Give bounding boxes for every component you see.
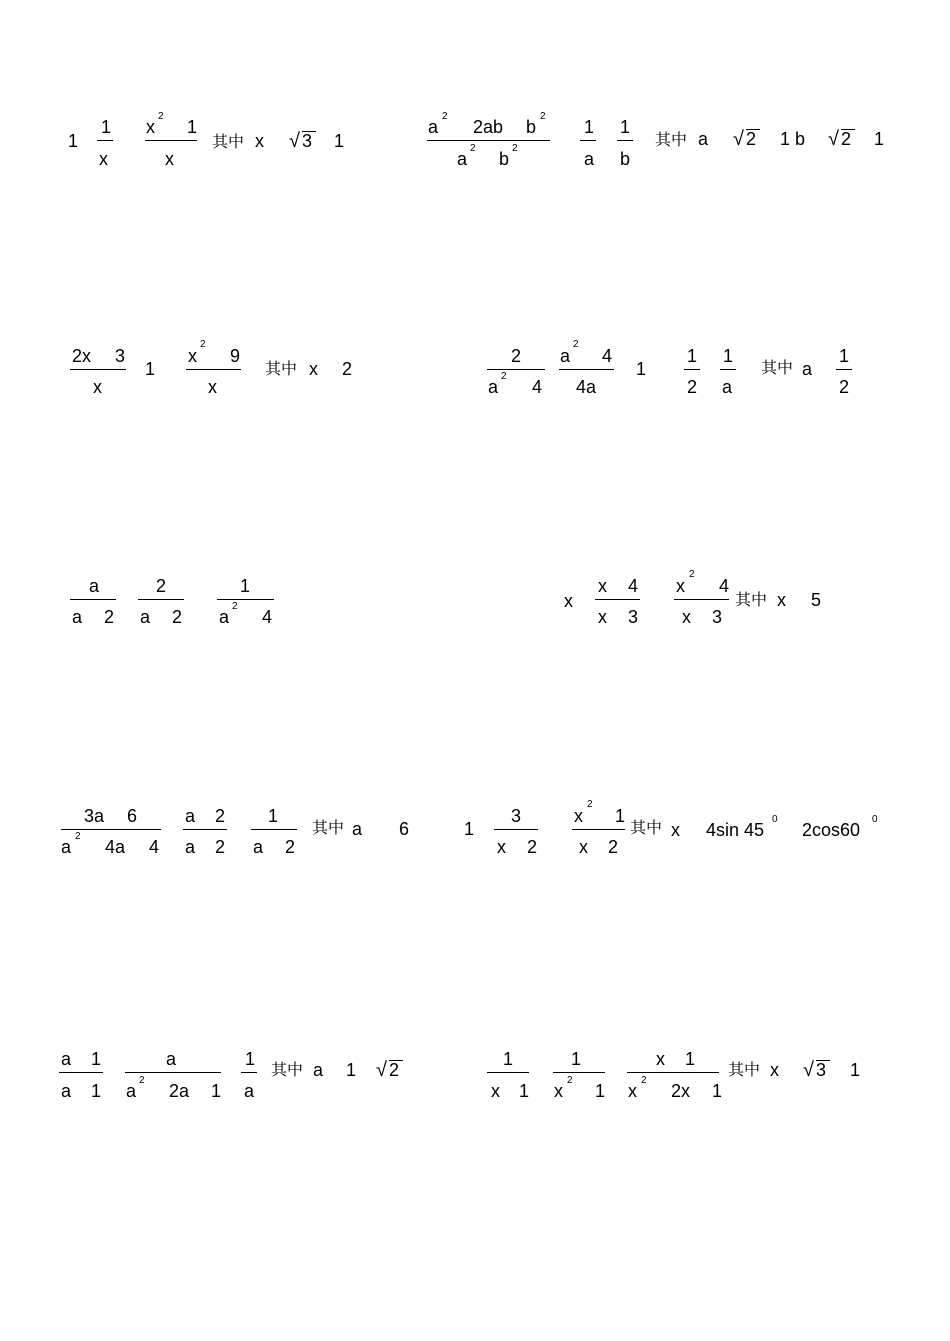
numerator-var: b <box>526 117 537 137</box>
numerator: 2 <box>511 346 522 366</box>
fraction-bar <box>836 369 852 370</box>
problem-4 <box>480 328 900 408</box>
fraction-bar <box>183 829 227 830</box>
fraction-bar <box>674 599 729 600</box>
variable: x <box>777 590 786 610</box>
variable: x <box>564 591 573 611</box>
where-label: 其中 <box>728 1060 761 1079</box>
where-label: 其中 <box>630 818 663 837</box>
numerator-var: x <box>676 576 685 596</box>
denominator: 4a <box>576 377 597 397</box>
numerator-const: 6 <box>127 806 138 826</box>
denominator-var: a <box>61 837 72 857</box>
radicand: 2 <box>389 1060 400 1080</box>
exponent: 2 <box>501 371 507 382</box>
numerator: 1 <box>240 576 251 596</box>
denominator-var: a <box>457 149 468 169</box>
denominator-const: 4 <box>262 607 273 627</box>
fraction-bar <box>125 1072 221 1073</box>
denominator: x <box>165 149 174 169</box>
denominator-var: a <box>253 837 264 857</box>
problem-6 <box>540 560 900 640</box>
exponent: 2 <box>200 339 206 350</box>
numerator: a <box>166 1049 177 1069</box>
exponent: 2 <box>573 339 579 350</box>
numerator-const: 1 <box>91 1049 102 1069</box>
degree-mark: 0 <box>872 814 878 825</box>
numerator: 1 <box>687 346 698 366</box>
where-label: 其中 <box>265 359 298 378</box>
fraction-bar <box>59 1072 103 1073</box>
denominator-const: 1 <box>91 1081 102 1101</box>
numerator-const: 3 <box>115 346 126 366</box>
denominator-const: 1 <box>211 1081 222 1101</box>
numerator-term: 3a <box>84 806 105 826</box>
denominator-const: 1 <box>712 1081 723 1101</box>
fraction-bar <box>617 140 633 141</box>
where-label: 其中 <box>212 132 245 151</box>
token: 1 <box>874 129 885 149</box>
token: 1 <box>780 129 791 149</box>
fraction-bar <box>241 1072 257 1073</box>
trig-term: 2cos60 <box>802 820 861 840</box>
denominator-var: a <box>185 837 196 857</box>
numerator-const: 2 <box>215 806 226 826</box>
numerator: 1 <box>723 346 734 366</box>
radicand: 3 <box>302 131 313 151</box>
numerator-const: 1 <box>615 806 626 826</box>
denominator-const: 2 <box>527 837 538 857</box>
sqrt-sign: √ <box>803 1059 814 1081</box>
denominator-const: 2 <box>104 607 115 627</box>
fraction-bar <box>145 140 197 141</box>
token: 1 <box>850 1060 861 1080</box>
denominator-const: 4 <box>149 837 160 857</box>
denominator: 2 <box>687 377 698 397</box>
numerator: 1 <box>571 1049 582 1069</box>
numerator: 1 <box>584 117 595 137</box>
where-label: 其中 <box>312 818 345 837</box>
problem-10 <box>470 1030 890 1110</box>
exponent: 2 <box>689 569 695 580</box>
token: 1 <box>334 131 345 151</box>
where-label: 其中 <box>655 130 688 149</box>
problem-3 <box>0 328 400 408</box>
radicand: 2 <box>841 129 852 149</box>
denominator-var: a <box>219 607 230 627</box>
problem-2 <box>420 100 900 180</box>
denominator-var: a <box>61 1081 72 1101</box>
sqrt-sign: √ <box>376 1059 387 1081</box>
token: 6 <box>399 819 410 839</box>
exponent: 2 <box>442 111 448 122</box>
numerator-var: a <box>428 117 439 137</box>
numerator-var: x <box>574 806 583 826</box>
denominator: 2 <box>839 377 850 397</box>
exponent: 2 <box>139 1075 145 1086</box>
denominator-const: 3 <box>628 607 639 627</box>
denominator-const: 4 <box>532 377 543 397</box>
fraction-bar <box>720 369 736 370</box>
numerator: a <box>89 576 100 596</box>
where-label: 其中 <box>761 358 794 377</box>
numerator-var: a <box>61 1049 72 1069</box>
exponent: 2 <box>232 601 238 612</box>
where-label: 其中 <box>271 1060 304 1079</box>
numerator-var: x <box>188 346 197 366</box>
variable: x <box>309 359 318 379</box>
denominator-const: 3 <box>712 607 723 627</box>
trig-term: 4sin 45 <box>706 820 765 840</box>
denominator-var: x <box>491 1081 500 1101</box>
denominator-var: x <box>579 837 588 857</box>
fraction-bar <box>251 829 297 830</box>
variable: x <box>255 131 264 151</box>
variable: a <box>313 1060 324 1080</box>
numerator-const: 4 <box>628 576 639 596</box>
variable: a <box>352 819 363 839</box>
problem-9 <box>0 1030 440 1110</box>
denominator-var: b <box>499 149 510 169</box>
numerator: 1 <box>503 1049 514 1069</box>
sqrt-sign: √ <box>828 128 839 150</box>
denominator: x <box>208 377 217 397</box>
fraction-bar <box>186 369 241 370</box>
exponent: 2 <box>470 143 476 154</box>
fraction-bar <box>70 599 116 600</box>
denominator-var: a <box>72 607 83 627</box>
variable: x <box>770 1060 779 1080</box>
denominator: a <box>584 149 595 169</box>
token: 1 <box>636 359 647 379</box>
fraction-bar <box>595 599 640 600</box>
denominator-const: 1 <box>519 1081 530 1101</box>
numerator: 1 <box>839 346 850 366</box>
fraction-bar <box>580 140 596 141</box>
numerator: 1 <box>620 117 631 137</box>
variable: a <box>698 129 709 149</box>
numerator-var: x <box>146 117 155 137</box>
fraction-bar <box>627 1072 719 1073</box>
denominator-var: a <box>488 377 499 397</box>
token: 5 <box>811 590 822 610</box>
denominator-var: a <box>140 607 151 627</box>
denominator: a <box>244 1081 255 1101</box>
denominator-var: x <box>598 607 607 627</box>
fraction-bar <box>684 369 700 370</box>
numerator-const: 1 <box>187 117 198 137</box>
fraction-bar <box>427 140 550 141</box>
problem-7 <box>0 790 440 870</box>
denominator-var: x <box>554 1081 563 1101</box>
exponent: 2 <box>587 799 593 810</box>
numerator: 1 <box>101 117 112 137</box>
numerator-var: x <box>656 1049 665 1069</box>
token: 1 <box>68 131 79 151</box>
sqrt-sign: √ <box>289 130 300 152</box>
exponent: 2 <box>641 1075 647 1086</box>
fraction-bar <box>61 829 161 830</box>
problem-8 <box>440 790 910 870</box>
denominator-term: 4a <box>105 837 126 857</box>
fraction-bar <box>494 829 538 830</box>
denominator-const: 2 <box>608 837 619 857</box>
numerator-const: 9 <box>230 346 241 366</box>
denominator-var: a <box>126 1081 137 1101</box>
numerator-const: 4 <box>719 576 730 596</box>
denominator-const: 2 <box>285 837 296 857</box>
denominator-var: x <box>497 837 506 857</box>
exponent: 2 <box>158 111 164 122</box>
denominator-var: x <box>682 607 691 627</box>
denominator: x <box>93 377 102 397</box>
sqrt-sign: √ <box>733 128 744 150</box>
denominator-const: 2 <box>215 837 226 857</box>
variable: a <box>802 359 813 379</box>
denominator-var: x <box>628 1081 637 1101</box>
exponent: 2 <box>512 143 518 154</box>
denominator-term: 2a <box>169 1081 190 1101</box>
variable: x <box>671 820 680 840</box>
radicand: 3 <box>816 1060 827 1080</box>
token: 1 <box>145 359 156 379</box>
numerator-var: x <box>598 576 607 596</box>
numerator-var: a <box>560 346 571 366</box>
numerator-const: 4 <box>602 346 613 366</box>
numerator: 1 <box>245 1049 256 1069</box>
exponent: 2 <box>540 111 546 122</box>
numerator-const: 1 <box>685 1049 696 1069</box>
where-label: 其中 <box>735 590 768 609</box>
fraction-bar <box>138 599 184 600</box>
fraction-bar <box>487 369 545 370</box>
numerator: 3 <box>511 806 522 826</box>
fraction-bar <box>97 140 113 141</box>
fraction-bar <box>487 1072 529 1073</box>
fraction-bar <box>553 1072 605 1073</box>
numerator: 2 <box>156 576 167 596</box>
numerator-term: 2ab <box>473 117 504 137</box>
problem-1 <box>0 100 400 180</box>
exponent: 2 <box>75 831 81 842</box>
exponent: 2 <box>567 1075 573 1086</box>
denominator-const: 1 <box>595 1081 606 1101</box>
numerator-var: a <box>185 806 196 826</box>
problem-5 <box>0 560 400 640</box>
token: 2 <box>342 359 353 379</box>
denominator: b <box>620 149 631 169</box>
numerator-term: 2x <box>72 346 92 366</box>
variable: b <box>795 129 806 149</box>
denominator-term: 2x <box>671 1081 691 1101</box>
token: 1 <box>464 819 475 839</box>
fraction-bar <box>217 599 274 600</box>
degree-mark: 0 <box>772 814 778 825</box>
fraction-bar <box>572 829 625 830</box>
radicand: 2 <box>746 129 757 149</box>
token: 1 <box>346 1060 357 1080</box>
numerator: 1 <box>268 806 279 826</box>
fraction-bar <box>559 369 614 370</box>
denominator: a <box>722 377 733 397</box>
denominator-const: 2 <box>172 607 183 627</box>
denominator: x <box>99 149 108 169</box>
fraction-bar <box>70 369 126 370</box>
